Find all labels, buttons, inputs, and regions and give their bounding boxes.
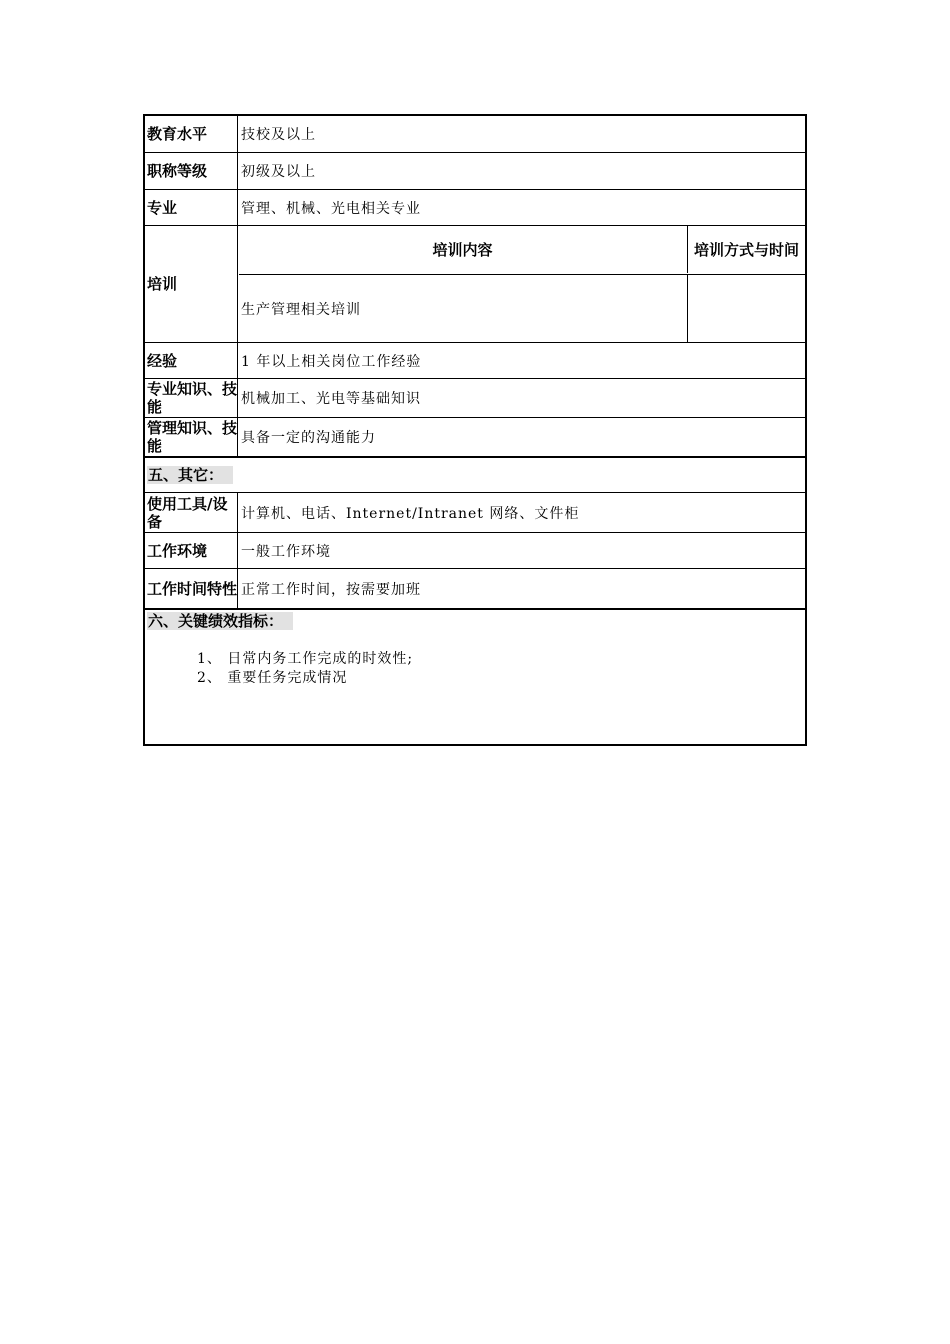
- label-experience: 经验: [145, 343, 238, 378]
- value-management-skills: 具备一定的沟通能力: [241, 430, 376, 446]
- training-content: 生产管理相关培训: [241, 301, 361, 318]
- row-title-grade: [145, 153, 805, 189]
- value-professional-skills: 机械加工、光电等基础知识: [241, 391, 421, 407]
- value-major: 管理、机械、光电相关专业: [241, 200, 421, 217]
- list-item: 2、 重要任务完成情况: [197, 670, 348, 686]
- divider: [145, 456, 805, 458]
- label-management-skills: 管理知识、技能: [147, 419, 238, 455]
- label-tools: 使用工具/设备: [145, 493, 238, 532]
- section-5-title: 五、其它：: [147, 466, 233, 484]
- label-professional-skills: 专业知识、技能: [147, 380, 238, 416]
- row-environment: [145, 533, 805, 568]
- row-education: [145, 116, 805, 152]
- training-method-header: 培训方式与时间: [687, 226, 805, 273]
- value-environment: 一般工作环境: [241, 543, 331, 560]
- list-item: 1、 日常内务工作完成的时效性;: [197, 651, 414, 667]
- label-training: 培训: [145, 226, 238, 342]
- value-education: 技校及以上: [241, 127, 316, 143]
- training-content-header: 培训内容: [432, 241, 493, 259]
- row-major: [145, 190, 805, 225]
- section-6-title: 六、关键绩效指标：: [147, 612, 293, 630]
- divider: [145, 608, 805, 610]
- row-professional-skills: [145, 379, 805, 417]
- label-education: 教育水平: [145, 116, 238, 152]
- value-title-grade: 初级及以上: [241, 164, 316, 180]
- value-tools: 计算机、电话、Internet/Intranet 网络、文件柜: [241, 505, 580, 522]
- row-experience: [145, 343, 805, 378]
- job-requirements-table: [143, 114, 807, 746]
- value-work-time: 正常工作时间，按需要加班: [241, 581, 421, 598]
- label-major: 专业: [145, 190, 238, 225]
- label-title-grade: 职称等级: [145, 153, 238, 189]
- row-work-time: [145, 569, 805, 608]
- kpi-list: [197, 650, 413, 688]
- training-method: [687, 275, 805, 342]
- value-experience: 1 年以上相关岗位工作经验: [241, 353, 422, 370]
- label-environment: 工作环境: [145, 533, 238, 568]
- row-training: [145, 226, 805, 342]
- label-work-time: 工作时间特性: [145, 569, 238, 608]
- row-tools: [145, 493, 805, 532]
- row-management-skills: [145, 418, 805, 456]
